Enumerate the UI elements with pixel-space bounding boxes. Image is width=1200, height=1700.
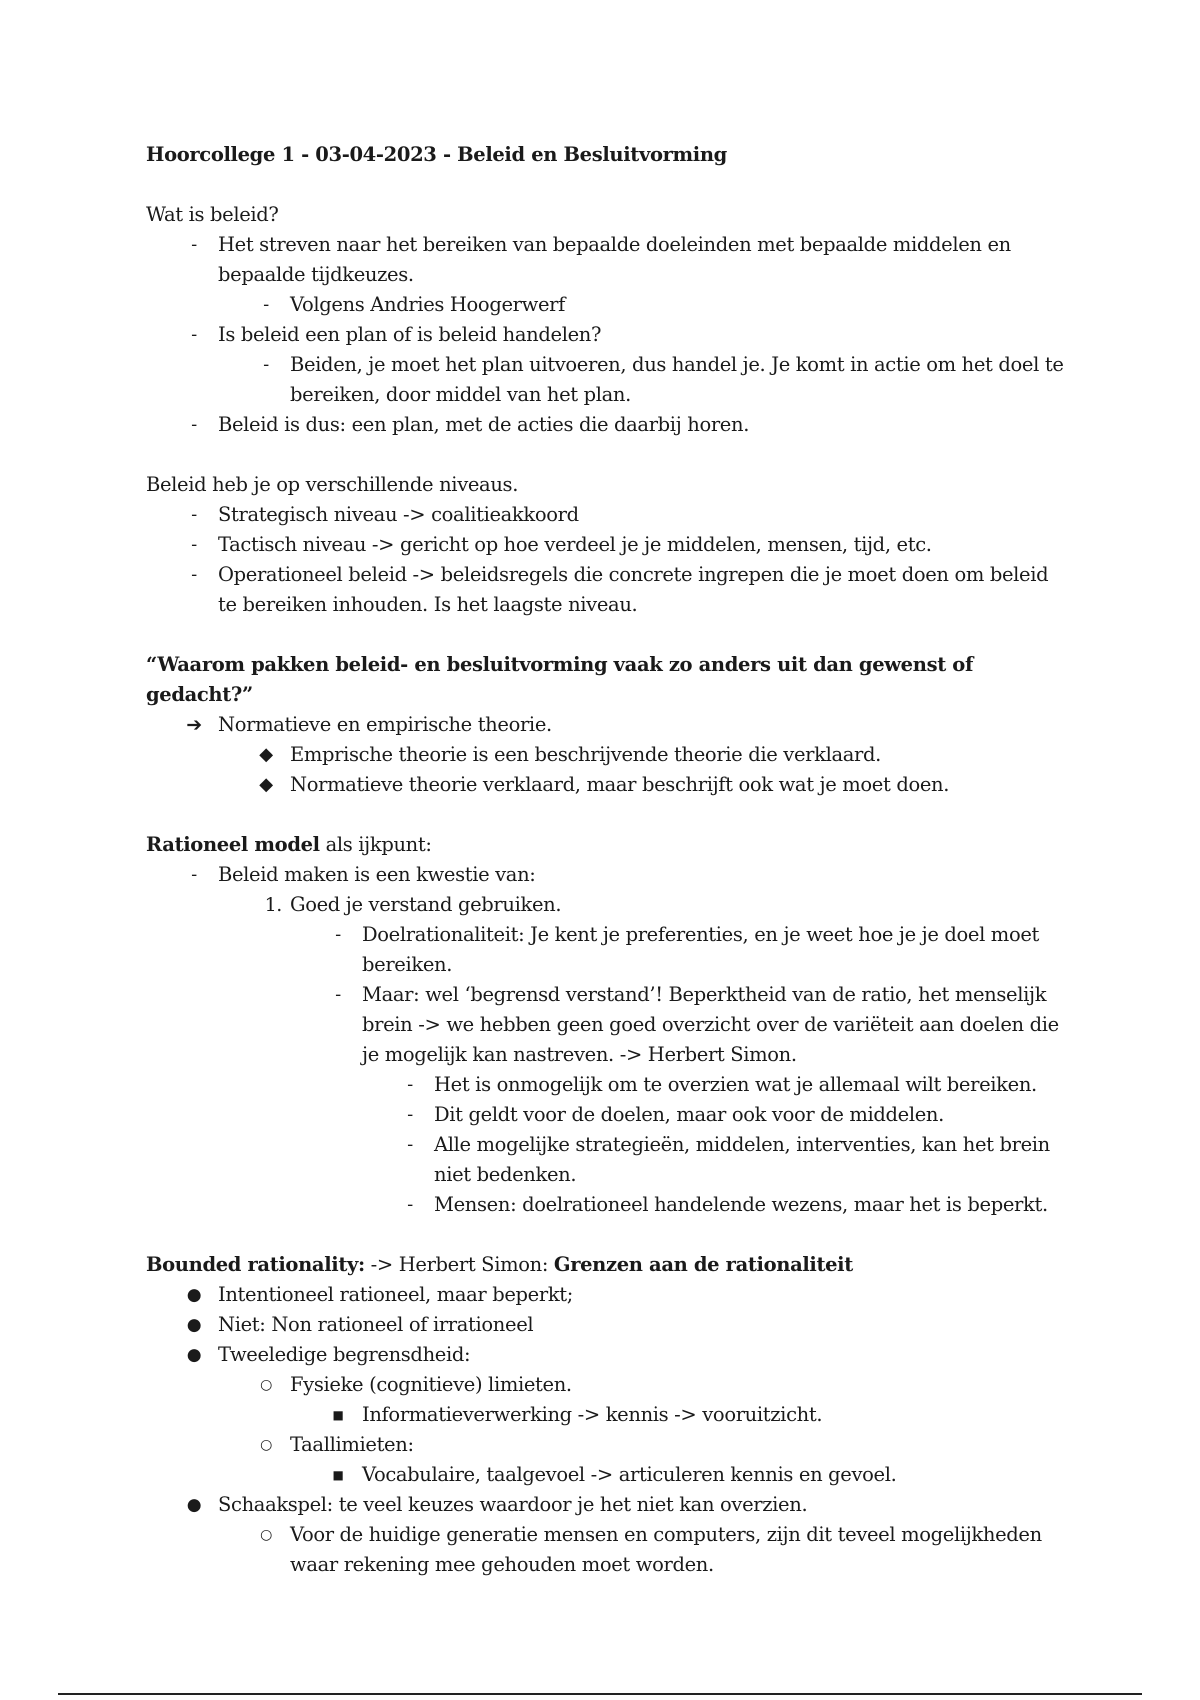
list-item: ○ Voor de huidige generatie mensen en computers, zijn dit teveel mogelijkheden waar rekening mee gehouden moet worden. (146, 1520, 1066, 1580)
list-item: - Tactisch niveau -> gericht op hoe verdeel je je middelen, mensen, tijd, etc. (146, 530, 1066, 560)
list-item: ■ Vocabulaire, taalgevoel -> articuleren kennis en gevoel. (146, 1460, 1066, 1490)
list-item: - Het streven naar het bereiken van bepaalde doeleinden met bepaalde middelen en bepaalde tijdkeuzes. (146, 230, 1066, 290)
list-theorie (146, 710, 1066, 800)
list-item: - Alle mogelijke strategieën, middelen, interventies, kan het brein niet bedenken. (146, 1130, 1066, 1190)
list-item: ● Niet: Non rationeel of irrationeel (146, 1310, 1066, 1340)
bullet-icon: ● (186, 1495, 202, 1515)
list-beleid-definition (146, 230, 1066, 440)
list-item: - Beiden, je moet het plan uitvoeren, dus handel je. Je komt in actie om het doel te bereiken, door middel van het plan. (146, 350, 1066, 410)
list-item: - Volgens Andries Hoogerwerf (146, 290, 1066, 320)
arrow-bullet-icon: ➔ (186, 714, 202, 736)
list-rationeel-model (146, 860, 1066, 1220)
bullet-icon: ● (186, 1345, 202, 1365)
diamond-bullet-icon: ◆ (259, 774, 273, 795)
list-item: - Is beleid een plan of is beleid handelen? (146, 320, 1066, 350)
list-item: - Maar: wel ‘begrensd verstand’! Beperktheid van de ratio, het menselijk brein -> we hebben geen goed overzicht over de variëteit aan doelen die je mogelijk kan nastreven. -> Herbert Simon. (146, 980, 1066, 1070)
dash-bullet-icon: - (191, 235, 197, 255)
list-item: - Mensen: doelrationeel handelende wezens, maar het is beperkt. (146, 1190, 1066, 1220)
list-niveaus (146, 500, 1066, 620)
bullet-icon: ● (186, 1285, 202, 1305)
dash-bullet-icon: - (335, 985, 341, 1005)
section-niveaus-intro: Beleid heb je op verschillende niveaus. (146, 473, 519, 496)
list-item: ◆ Normatieve theorie verklaard, maar beschrijft ook wat je moet doen. (146, 770, 1066, 800)
list-item: - Het is onmogelijk om te overzien wat je allemaal wilt bereiken. (146, 1070, 1066, 1100)
section-heading-rationeel-model: Rationeel model als ijkpunt: (146, 833, 432, 856)
square-bullet-icon: ■ (332, 1408, 344, 1422)
list-item: ● Schaakspel: te veel keuzes waardoor je het niet kan overzien. (146, 1490, 1066, 1520)
dash-bullet-icon: - (191, 415, 197, 435)
circle-bullet-icon: ○ (260, 1527, 272, 1543)
dash-bullet-icon: - (191, 505, 197, 525)
dash-bullet-icon: - (191, 565, 197, 585)
section-beleid-question: Wat is beleid? (146, 203, 279, 226)
section-heading-waarom: “Waarom pakken beleid- en besluitvorming vaak zo anders uit dan gewenst of gedacht?” (146, 653, 973, 706)
diamond-bullet-icon: ◆ (259, 744, 273, 765)
list-item: - Strategisch niveau -> coalitieakkoord (146, 500, 1066, 530)
list-item: ● Tweeledige begrensdheid: (146, 1340, 1066, 1370)
list-item: ■ Informatieverwerking -> kennis -> vooruitzicht. (146, 1400, 1066, 1430)
list-item: - Beleid is dus: een plan, met de acties die daarbij horen. (146, 410, 1066, 440)
dash-bullet-icon: - (191, 535, 197, 555)
list-bounded-rationality (146, 1280, 1066, 1580)
list-item: - Operationeel beleid -> beleidsregels die concrete ingrepen die je moet doen om beleid te bereiken inhouden. Is het laagste niveau. (146, 560, 1066, 620)
dash-bullet-icon: - (191, 865, 197, 885)
list-item: ◆ Emprische theorie is een beschrijvende theorie die verklaard. (146, 740, 1066, 770)
list-item: ● Intentioneel rationeel, maar beperkt; (146, 1280, 1066, 1310)
dash-bullet-icon: - (407, 1075, 413, 1095)
list-item: - Beleid maken is een kwestie van: (146, 860, 1066, 890)
list-item: - Dit geldt voor de doelen, maar ook voor de middelen. (146, 1100, 1066, 1130)
square-bullet-icon: ■ (332, 1468, 344, 1482)
list-item: ➔ Normatieve en empirische theorie. (146, 710, 1066, 740)
list-item: - Doelrationaliteit: Je kent je preferenties, en je weet hoe je je doel moet bereiken. (146, 920, 1066, 980)
document-page (146, 140, 1066, 1580)
dash-bullet-icon: - (263, 295, 269, 315)
bullet-icon: ● (186, 1315, 202, 1335)
list-item: ○ Fysieke (cognitieve) limieten. (146, 1370, 1066, 1400)
dash-bullet-icon: - (407, 1195, 413, 1215)
dash-bullet-icon: - (335, 925, 341, 945)
circle-bullet-icon: ○ (260, 1377, 272, 1393)
dash-bullet-icon: - (407, 1135, 413, 1155)
dash-bullet-icon: - (191, 325, 197, 345)
dash-bullet-icon: - (407, 1105, 413, 1125)
list-item: ○ Taallimieten: (146, 1430, 1066, 1460)
section-heading-bounded-rationality: Bounded rationality: -> Herbert Simon: Grenzen aan de rationaliteit (146, 1253, 853, 1276)
circle-bullet-icon: ○ (260, 1437, 272, 1453)
bottom-divider (58, 1693, 1142, 1695)
document-title: Hoorcollege 1 - 03-04-2023 - Beleid en Besluitvorming (146, 143, 727, 166)
dash-bullet-icon: - (263, 355, 269, 375)
list-number: 1. (264, 894, 282, 916)
list-item: 1. Goed je verstand gebruiken. (146, 890, 1066, 920)
